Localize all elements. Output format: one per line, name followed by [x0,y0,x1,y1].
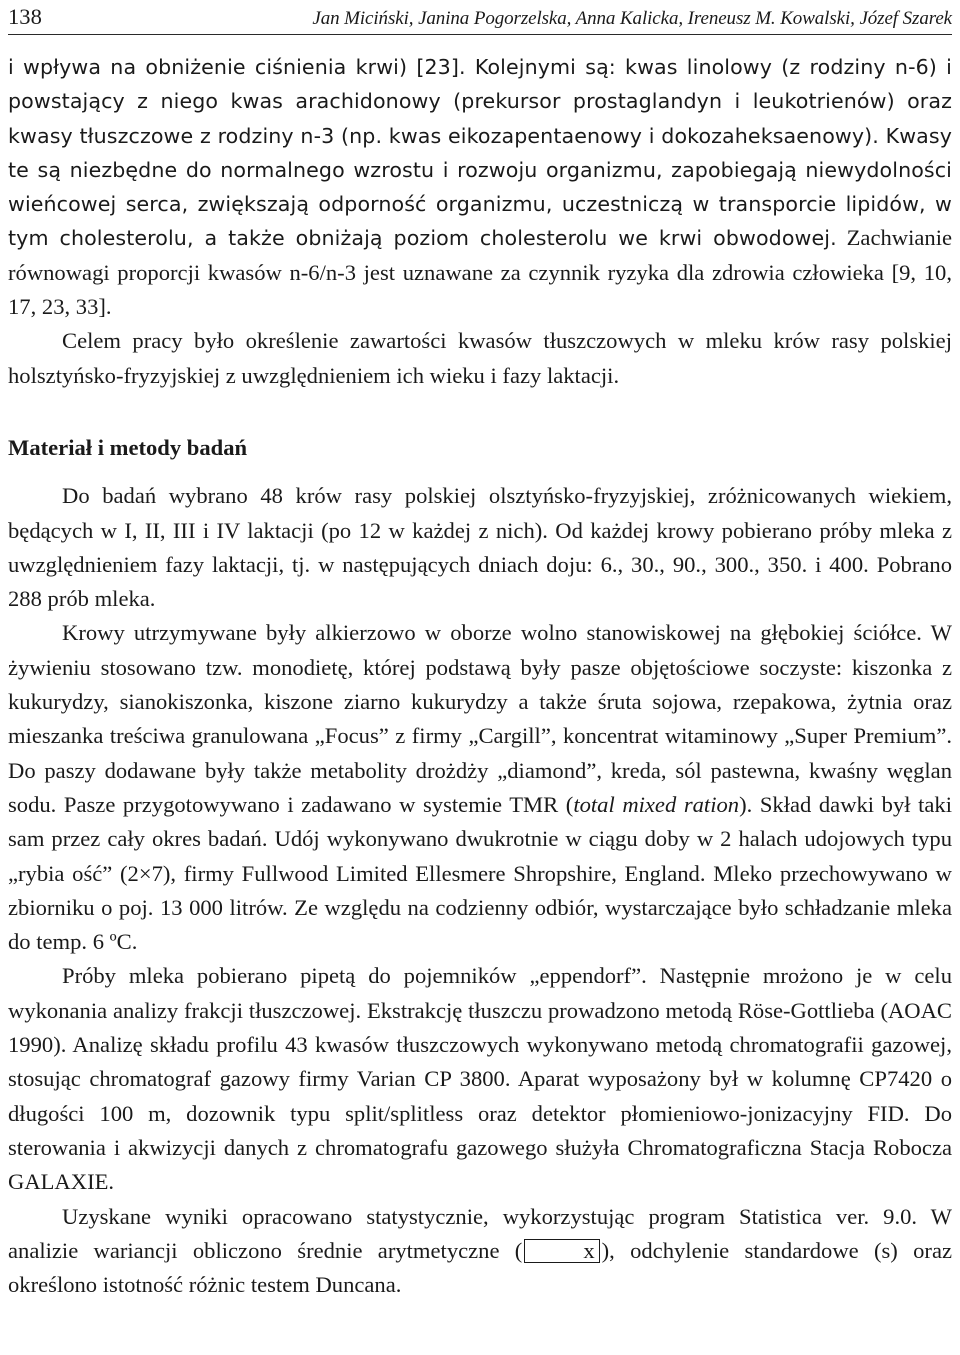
page-number: 138 [8,4,42,29]
page-header [8,0,952,35]
mean-symbol: x [524,1239,599,1263]
intro-p1-part-c: Zachwianie równowagi proporcji kwasów n-6/n-3 jest uznawane za czynnik ryzyka dla zdrowia człowieka [9, 10, 17, 23, 33]. [8,225,953,320]
methods-p2-italic: total mixed ration [573,791,740,817]
methods-p4-part-b: ), odchylenie standardowe (s) oraz określono istotność różnic testem Duncana. [8,1237,952,1298]
methods-p2-part-a: Krowy utrzymywane były alkierzowo w oborze wolno stanowiskowej na głębokiej ściółce. W żywieniu stosowano tzw. monodietę, której podstawą były pasze objętościowe soczyste: kiszonka z kukurydzy, sianokiszonka, kiszone ziarno kukurydzy a także śruta sojowa, rzepakowa, żytnia oraz mieszanka treściwa granulowana „Focus” z firmy „Cargill”, koncentrat witaminowy „Super Premium”. Do paszy dodawane były także metabolity drożdży „diamond”, kreda, sól pastewna, kwaśny węglan sodu. Pasze przygotowywano i zadawano w systemie TMR ( [8,620,952,817]
intro-paragraph-1 [8,50,952,324]
running-head: Jan Miciński, Janina Pogorzelska, Anna Kalicka, Ireneusz M. Kowalski, Józef Szarek [312,8,952,29]
methods-p4-part-a: Uzyskane wyniki opracowano statystycznie, wykorzystując program Statistica ver. 9.0. W analizie wariancji obliczono średnie arytmetyczne ( [8,1203,952,1263]
methods-section [8,479,952,1302]
intro-section [8,50,952,393]
intro-paragraph-2: Celem pracy było określenie zawartości kwasów tłuszczowych w mleku krów rasy polskiej holsztyńsko-fryzyjskiej z uwzględnieniem ich wieku i fazy laktacji. [8,328,952,388]
methods-paragraph-1: Do badań wybrano 48 krów rasy polskiej olsztyńsko-fryzyjskiej, zróżnicowanych wiekiem, będących w I, II, III i IV laktacji (po 12 w każdej z nich). Od każdej krowy pobierano próby mleka z uwzględnieniem fazy laktacji, tj. w następujących dniach doju: 6., 30., 90., 300., 350. i 400. Pobrano 288 prób mleka. [8,483,952,612]
methods-paragraph-2 [8,616,952,959]
intro-p1-part-a: i wpływa na obniżenie ciśnienia krwi) [23]. Kolejnymi są: kwas linolowy (z rodziny n-6) i powstający z niego kwas arachidonowy (prekursor prostaglandyn i leukotrienów) oraz kwasy tłuszczowe z rodziny n-3 (np. kwas eikozapentaenowy i dokozaheksaenowy). [8,55,952,148]
section-heading: Materiał i metody badań [8,434,248,460]
methods-paragraph-3: Próby mleka pobierano pipetą do pojemników „eppendorf”. Następnie mrożono je w celu wykonania analizy frakcji tłuszczowej. Ekstrakcję tłuszczu prowadzono metodą Röse-Gottlieba (AOAC 1990). Analizę składu profilu 43 kwasów tłuszczowych wykonywano metodą chromatografii gazowej, stosując chromatograf gazowy firmy Varian CP 3800. Aparat wyposażony był w kolumnę CP7420 o długości 100 m, dozownik typu split/splitless oraz detektor płomieniowo-jonizacyjny FID. Do sterowania i akwizycji danych z chromatografu gazowego służyła Chromatograficzna Stacja Robocza GALAXIE. [8,963,952,1195]
methods-paragraph-4 [8,1200,952,1303]
methods-p2-part-b: ). Skład dawki był taki sam przez cały okres badań. Udój wykonywano dwukrotnie w ciągu doby w 2 halach udojowych typu „rybia ość” (2×7), firmy Fullwood Limited Ellesmere Shropshire, England. Mleko przechowywano w zbiorniku o poj. 13 000 litrów. Ze względu na codzienny odbiór, wystarczające było schładzanie mleka do temp. 6 ºC. [8,791,952,955]
intro-p1-part-b: Kwasy te są niezbędne do normalnego wzrostu i rozwoju organizmu, zapobiegają niewydolności wieńcowej serca, zwiększają odporność organizmu, uczestniczą w transporcie lipidów, w tym cholesterolu, a także obniżają poziom cholesterolu we krwi obwodowej. [8,123,952,251]
document-page [8,0,952,1302]
